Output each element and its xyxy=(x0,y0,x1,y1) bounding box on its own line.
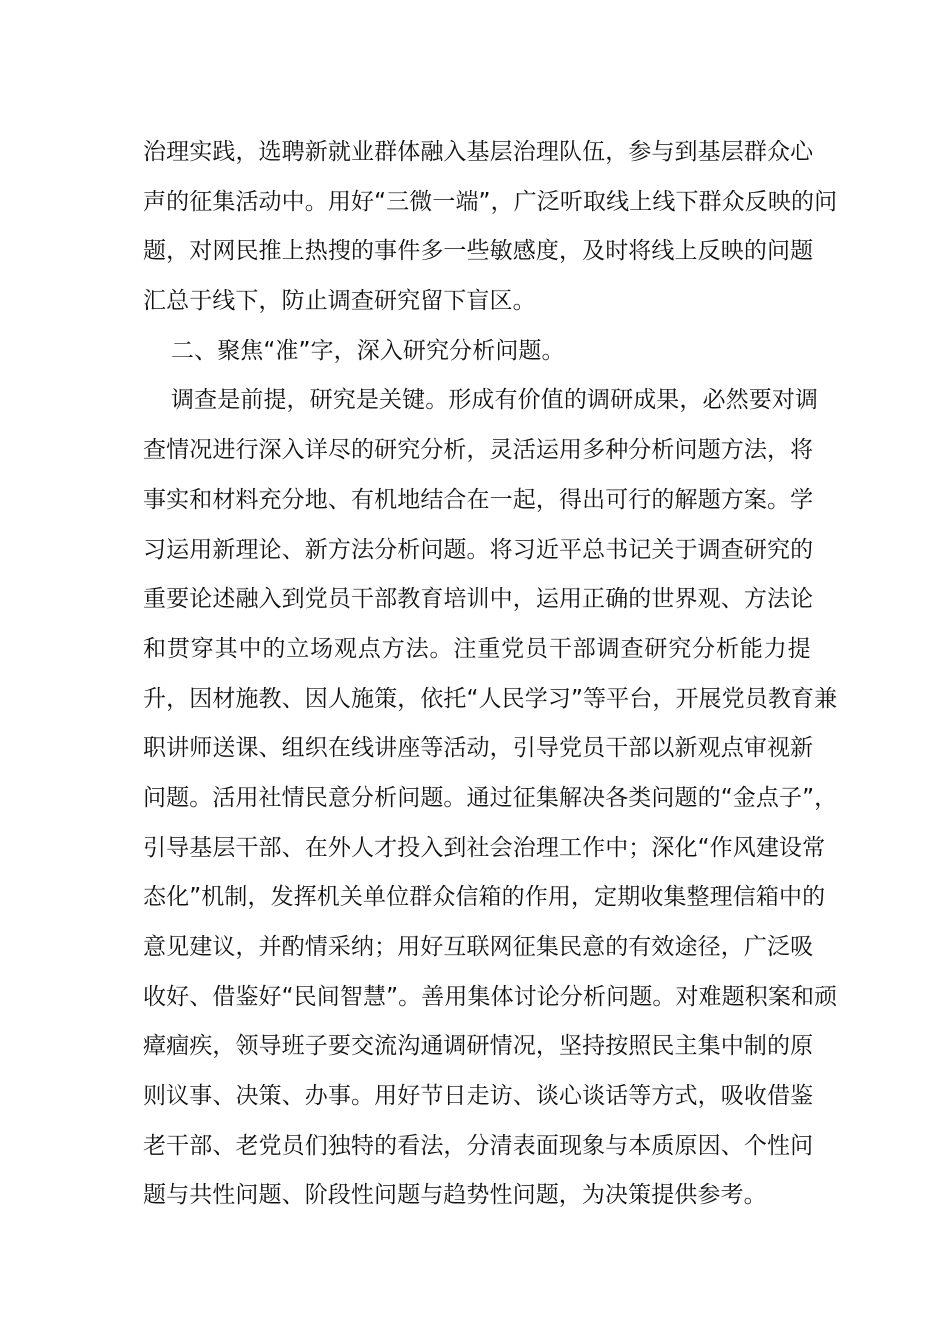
text-line: 题 ， 对 网 民 推 上 热 搜 的 事 件 多 一 些 敏 感 度 ， 及 时 将 线 上 反 映 的 问 题 xyxy=(143,238,814,265)
text-line: 题与共性问题、阶段性问题与趋势性问题，为决策提供参考。 xyxy=(143,1182,767,1209)
body-text xyxy=(143,128,838,1221)
text-line: 重 要 论 述 融 入 到 党 员 干 部 教 育 培 训 中 ， 运 用 正 确 的 世 界 观 、 方 法 论 xyxy=(143,586,814,613)
section-heading: 二、聚焦“准”字，深入研究分析问题。 xyxy=(171,337,565,364)
text-line: 治 理 实 践 ， 选 聘 新 就 业 群 体 融 入 基 层 治 理 队 伍 ， 参 与 到 基 层 群 众 心 xyxy=(143,139,814,165)
text-line: 汇总于线下，防止调查研究留下盲区。 xyxy=(143,288,536,315)
text-line: 则 议 事 、 决 策 、 办 事 。 用 好 节 日 走 访 、 谈 心 谈 话 等 方 式 ， 吸 收 借 鉴 xyxy=(143,1083,814,1110)
text-line: 意 见 建 议 ， 并 酌 情 采 纳 ； 用 好 互 联 网 征 集 民 意 的 有 效 途 径 ， 广 泛 吸 xyxy=(143,934,814,960)
text-line: 问 题 。 活 用 社 情 民 意 分 析 问 题 。 通 过 征 集 解 决 各 类 问 题 的 “ 金 点 子 ” ， xyxy=(143,784,838,811)
text-line: 升 ， 因 材 施 教 、 因 人 施 策 ， 依 托 “ 人 民 学 习 ” 等 平 台 ， 开 展 党 员 教 育 兼 xyxy=(143,685,838,712)
text-line: 职 讲 师 送 课 、 组 织 在 线 讲 座 等 活 动 ， 引 导 党 员 干 部 以 新 观 点 审 视 新 xyxy=(143,735,814,762)
text-line: 和 贯 穿 其 中 的 立 场 观 点 方 法 。 注 重 党 员 干 部 调 查 研 究 分 析 能 力 提 xyxy=(143,635,811,662)
text-line: 瘴 痼 疾 ， 领 导 班 子 要 交 流 沟 通 调 研 情 况 ， 坚 持 按 照 民 主 集 中 制 的 原 xyxy=(143,1033,814,1060)
text-line: 声 的 征 集 活 动 中 。 用 好 “ 三 微 一 端 ” ， 广 泛 听 取 线 上 线 下 群 众 反 映 的 问 xyxy=(143,188,838,215)
text-line: 引 导 基 层 干 部 、 在 外 人 才 投 入 到 社 会 治 理 工 作 中 ； 深 化 “ 作 风 建 设 常 xyxy=(143,834,826,861)
text-line: 调 查 是 前 提 ， 研 究 是 关 键 。 形 成 有 价 值 的 调 研 成 果 ， 必 然 要 对 调 xyxy=(171,387,819,414)
text-line: 查 情 况 进 行 深 入 详 尽 的 研 究 分 析 ， 灵 活 运 用 多 种 分 析 问 题 方 法 ， 将 xyxy=(143,437,814,464)
text-line: 收 好 、 借 鉴 好 “ 民 间 智 慧 ” 。 善 用 集 体 讨 论 分 析 问 题 。 对 难 题 积 案 和 顽 xyxy=(143,983,838,1010)
text-line: 态 化 ” 机 制 ， 发 挥 机 关 单 位 群 众 信 箱 的 作 用 ， 定 期 收 集 整 理 信 箱 中 的 xyxy=(143,884,826,911)
text-line: 习 运 用 新 理 论 、 新 方 法 分 析 问 题 。 将 习 近 平 总 书 记 关 于 调 查 研 究 的 xyxy=(143,536,814,563)
text-line: 事 实 和 材 料 充 分 地 、 有 机 地 结 合 在 一 起 ， 得 出 可 行 的 解 题 方 案 。 学 xyxy=(143,486,814,513)
text-line: 老 干 部 、 老 党 员 们 独 特 的 看 法 ， 分 清 表 面 现 象 与 本 质 原 因 、 个 性 问 xyxy=(143,1132,814,1159)
